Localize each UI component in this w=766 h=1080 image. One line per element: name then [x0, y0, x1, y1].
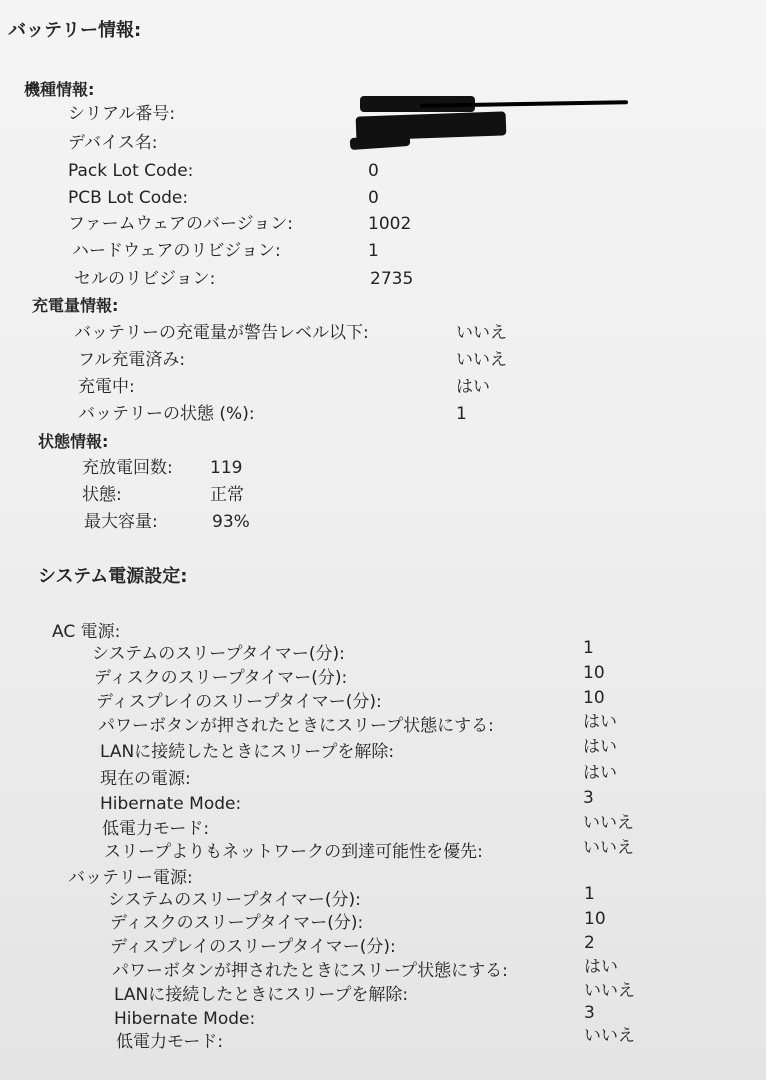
ac-power-button-sleep-label: パワーボタンが押されたときにスリープ状態にする:	[98, 716, 494, 736]
charging-value: はい	[456, 377, 490, 397]
bat-system-sleep-label: システムのスリープタイマー(分):	[108, 890, 361, 910]
ac-disk-sleep-value: 10	[583, 663, 605, 683]
cell-revision-label: セルのリビジョン:	[74, 269, 216, 289]
ac-disk-sleep-label: ディスクのスリープタイマー(分):	[94, 668, 348, 688]
ac-power-button-sleep-value: はい	[583, 712, 617, 732]
ac-lan-wake-label: LANに接続したときにスリープを解除:	[100, 742, 395, 762]
serial-number-label: シリアル番号:	[68, 104, 176, 124]
ac-power-heading: AC 電源:	[52, 622, 121, 642]
fully-charged-value: いいえ	[456, 350, 507, 370]
battery-state-value: 1	[456, 404, 467, 424]
power-settings-title: システム電源設定:	[38, 566, 188, 587]
ac-display-sleep-value: 10	[583, 688, 605, 708]
battery-info-title: バッテリー情報:	[8, 20, 142, 41]
ac-current-source-label: 現在の電源:	[100, 769, 191, 789]
charging-label: 充電中:	[78, 377, 135, 397]
bat-display-sleep-value: 2	[584, 933, 595, 953]
battery-state-label: バッテリーの状態 (%):	[78, 404, 255, 424]
ac-system-sleep-value: 1	[583, 638, 594, 658]
health-info-heading: 状態情報:	[38, 432, 109, 451]
ac-low-power-value: いいえ	[583, 813, 634, 833]
ac-current-source-value: はい	[583, 763, 617, 783]
device-name-label: デバイス名:	[68, 133, 158, 153]
fully-charged-label: フル充電済み:	[78, 350, 186, 370]
ac-display-sleep-label: ディスプレイのスリープタイマー(分):	[96, 692, 382, 712]
ac-network-priority-value: いいえ	[583, 838, 634, 858]
pcb-lot-code-label: PCB Lot Code:	[68, 188, 189, 208]
hardware-revision-value: 1	[368, 241, 379, 261]
bat-disk-sleep-value: 10	[584, 909, 606, 929]
bat-hibernate-mode-value: 3	[584, 1003, 595, 1023]
model-info-heading: 機種情報:	[24, 80, 95, 99]
pack-lot-code-label: Pack Lot Code:	[68, 161, 194, 181]
battery-power-heading: バッテリー電源:	[68, 868, 193, 888]
ac-hibernate-mode-value: 3	[583, 788, 594, 808]
cycle-count-value: 119	[210, 458, 243, 478]
max-capacity-label: 最大容量:	[84, 512, 158, 532]
hardware-revision-label: ハードウェアのリビジョン:	[72, 241, 281, 261]
bat-hibernate-mode-label: Hibernate Mode:	[114, 1009, 256, 1029]
ac-lan-wake-value: はい	[583, 737, 617, 757]
condition-value: 正常	[210, 485, 244, 505]
bat-power-button-sleep-label: パワーボタンが押されたときにスリープ状態にする:	[112, 961, 508, 981]
charge-warning-label: バッテリーの充電量が警告レベル以下:	[74, 323, 369, 343]
ac-network-priority-label: スリープよりもネットワークの到達可能性を優先:	[104, 842, 483, 862]
ac-system-sleep-label: システムのスリープタイマー(分):	[92, 644, 345, 664]
firmware-version-label: ファームウェアのバージョン:	[68, 214, 294, 234]
bat-power-button-sleep-value: はい	[584, 957, 618, 977]
bat-lan-wake-value: いいえ	[584, 981, 635, 1001]
cell-revision-value: 2735	[370, 269, 414, 289]
ac-hibernate-mode-label: Hibernate Mode:	[100, 794, 242, 814]
ac-low-power-label: 低電力モード:	[102, 819, 210, 839]
bat-lan-wake-label: LANに接続したときにスリープを解除:	[114, 985, 409, 1005]
charge-warning-value: いいえ	[456, 323, 507, 343]
charge-info-heading: 充電量情報:	[32, 296, 119, 315]
max-capacity-value: 93%	[212, 512, 250, 532]
pcb-lot-code-value: 0	[368, 188, 379, 208]
bat-system-sleep-value: 1	[584, 884, 595, 904]
bat-disk-sleep-label: ディスクのスリープタイマー(分):	[110, 913, 364, 933]
bat-low-power-label: 低電力モード:	[116, 1032, 224, 1052]
firmware-version-value: 1002	[368, 214, 412, 234]
pack-lot-code-value: 0	[368, 161, 379, 181]
cycle-count-label: 充放電回数:	[82, 458, 173, 478]
bat-display-sleep-label: ディスプレイのスリープタイマー(分):	[110, 937, 396, 957]
condition-label: 状態:	[82, 485, 122, 505]
bat-low-power-value: いいえ	[584, 1026, 635, 1046]
